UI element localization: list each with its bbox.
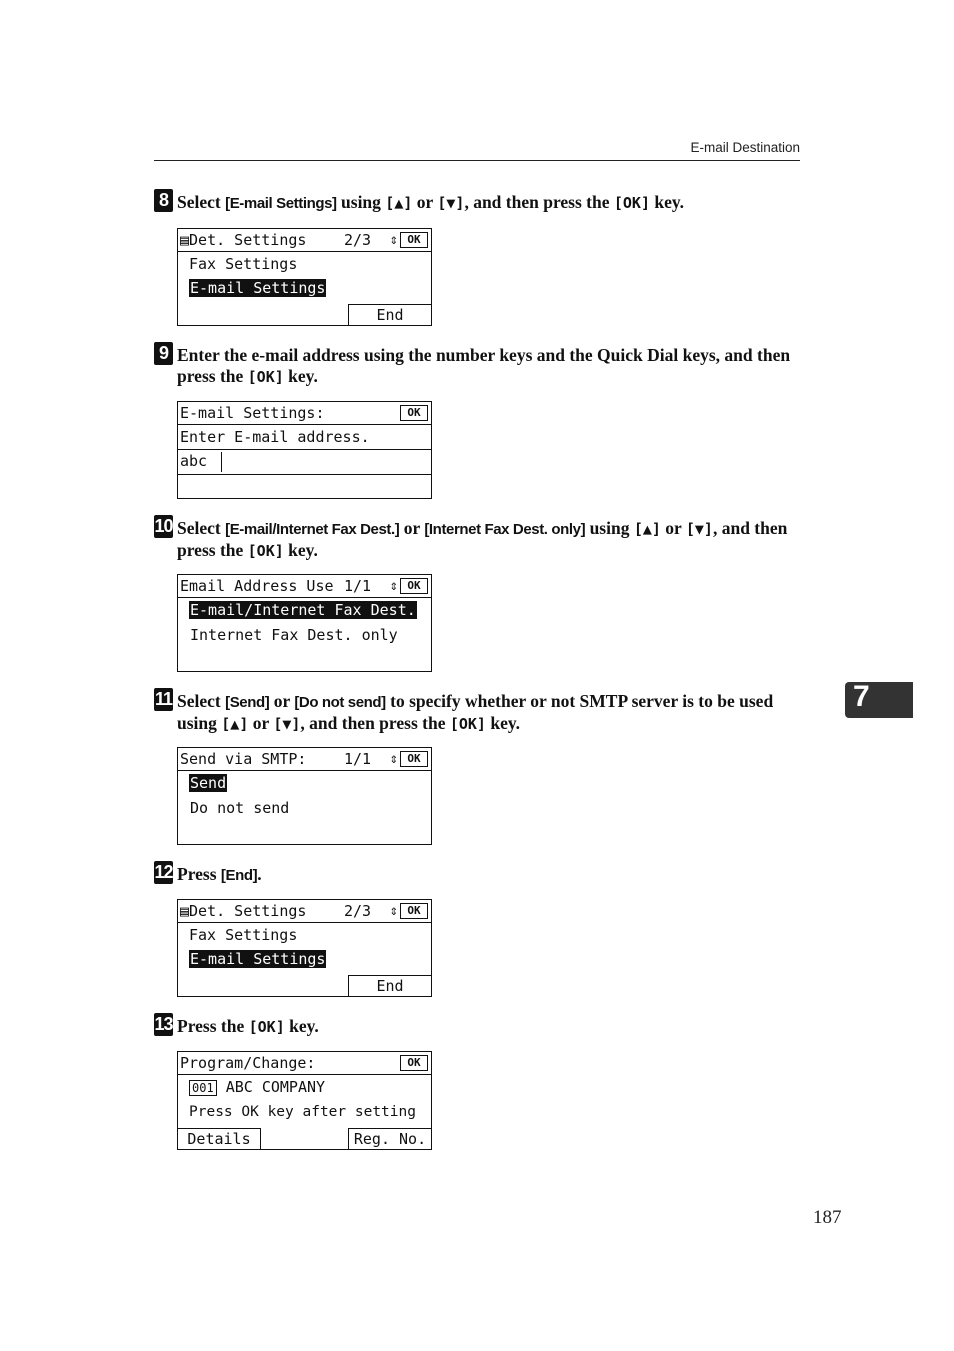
lcd-message: Press OK key after setting [189,1104,416,1120]
key-up: [▲] [633,520,661,538]
text: key. [283,366,318,386]
lcd-screen-email-settings [177,401,432,499]
up-down-arrow-icon: ⇕ [389,232,398,248]
step-number: 11 [154,689,173,709]
ui-label: [E-mail Settings] [225,195,337,212]
step-number: 8 [154,189,173,212]
lcd-title: Det. Settings [189,902,307,920]
text: key. [283,540,318,560]
ok-icon: OK [400,405,428,421]
lcd-prompt: Enter E-mail address. [180,428,370,446]
text: Select [177,691,226,711]
key-ok: [OK] [247,368,284,386]
text: or [660,518,686,538]
text: key. [650,192,685,212]
key-ok: [OK] [449,715,486,733]
lcd-item: Fax Settings [189,255,298,273]
lcd-title-bar [178,748,431,771]
lcd-softkey-end: End [348,304,432,325]
lcd-screen-det-settings [177,228,432,326]
text: Select [177,192,226,212]
text-cursor [221,452,222,472]
lcd-title-bar [178,402,431,425]
lcd-input-value: abc [180,452,208,470]
key-down: [▼] [273,715,301,733]
text: or [399,518,425,538]
ok-icon: OK [400,903,428,919]
lcd-item-selected: E-mail Settings [190,279,326,297]
lcd-page: 1/1 [344,750,372,768]
lcd-title-bar [178,229,431,252]
lcd-item: Fax Settings [189,926,298,944]
lcd-title: E-mail Settings: [180,404,325,422]
page-number: 187 [813,1207,842,1228]
key-ok: [OK] [613,194,650,212]
lcd-title-bar [178,900,431,923]
text: Press [177,864,221,884]
text: or [269,691,295,711]
key-down: [▼] [685,520,713,538]
chapter-number: 7 [853,680,870,713]
lcd-page: 2/3 [344,902,372,920]
step-instruction [177,345,802,388]
key-up: [▲] [385,194,413,212]
chapter-tab [845,682,913,718]
ok-icon: OK [400,232,428,248]
ok-icon: OK [400,578,428,594]
list-icon: ▤ [180,902,190,920]
lcd-title: Email Address Use [180,577,334,595]
lcd-screen-send-via-smtp [177,747,432,845]
lcd-title: Det. Settings [189,231,307,249]
lcd-item-selected: Send [190,774,227,792]
text: , and then press the [300,713,450,733]
up-down-arrow-icon: ⇕ [389,578,398,594]
registration-number-badge: 001 [189,1080,217,1096]
step-instruction [177,691,802,735]
lcd-softkey-details: Details [178,1128,261,1149]
lcd-item-selected: E-mail/Internet Fax Dest. [190,601,416,619]
step-number: 12 [154,862,173,882]
lcd-item-selected: E-mail Settings [190,950,326,968]
text: using [585,518,634,538]
ui-label: [E-mail/Internet Fax Dest.] [225,521,400,538]
header-title: E-mail Destination [690,140,800,155]
lcd-title-bar [178,1052,431,1075]
lcd-input-row [178,449,431,475]
step-number: 9 [154,342,173,365]
step-instruction [177,518,802,562]
step-number: 10 [154,516,173,536]
text: . [257,864,262,884]
text: key. [485,713,521,733]
lcd-destination-name: ABC COMPANY [225,1078,326,1096]
text: Enter the e-mail address using the number keys and the Quick Dial keys, and then press the [177,345,791,386]
step-instruction [177,192,802,214]
text: Press the [177,1016,249,1036]
lcd-title: Program/Change: [180,1054,316,1072]
lcd-page: 2/3 [344,231,372,249]
step-instruction [177,1016,802,1038]
text: , and then press the [464,192,614,212]
lcd-item: Internet Fax Dest. only [190,626,398,644]
ui-label: [Send] [225,694,270,711]
ui-label: [End] [220,867,258,884]
text: to specify whether or not SMTP server is to be used using [177,691,774,733]
key-down: [▼] [437,194,465,212]
text: , and then press the [177,518,788,560]
text: Select [177,518,226,538]
lcd-title-bar [178,575,431,598]
lcd-softkey-reg-no: Reg. No. [348,1128,432,1149]
key-ok: [OK] [248,1018,285,1036]
lcd-screen-email-address-use [177,574,432,672]
lcd-screen-program-change [177,1051,432,1150]
lcd-page: 1/1 [344,577,372,595]
lcd-title: Send via SMTP: [180,750,307,768]
lcd-item: Do not send [190,799,290,817]
text: using [336,192,386,212]
up-down-arrow-icon: ⇕ [389,903,398,919]
lcd-softkey-end: End [348,975,432,996]
key-up: [▲] [221,715,249,733]
ui-label: [Do not send] [294,694,386,711]
text: or [412,192,438,212]
list-icon: ▤ [180,231,190,249]
step-instruction [177,864,802,886]
text: key. [284,1016,319,1036]
ui-label: [Internet Fax Dest. only] [424,521,586,538]
running-header [154,138,800,161]
lcd-screen-det-settings-2 [177,899,432,997]
key-ok: [OK] [247,542,284,560]
ok-icon: OK [400,1055,428,1071]
step-number: 13 [154,1014,173,1034]
up-down-arrow-icon: ⇕ [389,751,398,767]
ok-icon: OK [400,751,428,767]
text: or [248,713,274,733]
